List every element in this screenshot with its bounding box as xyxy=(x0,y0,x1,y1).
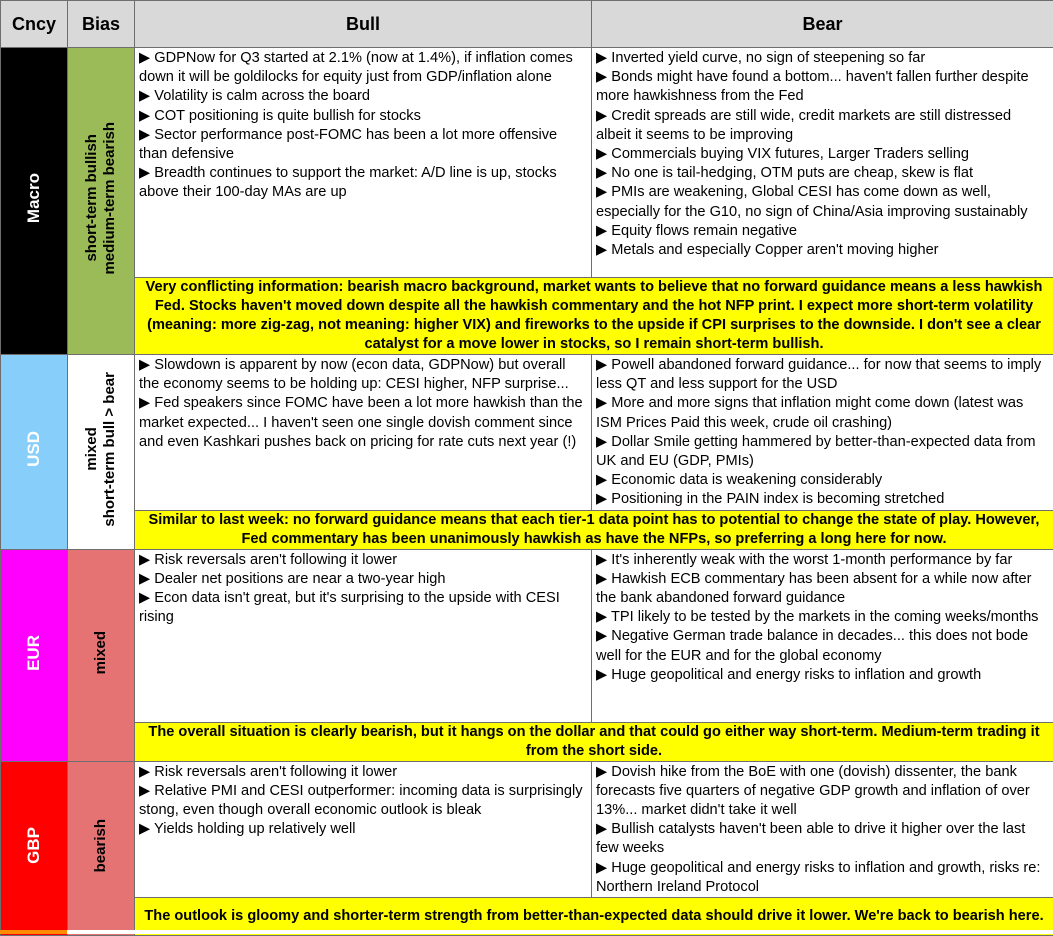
cncy-cell-macro xyxy=(1,48,68,355)
bull-point: ▶ Econ data isn't great, but it's surprising to the upside with CESI rising xyxy=(139,589,587,627)
bull-point: ▶ Relative PMI and CESI outperformer: incoming data is surprisingly stong, even though overall economic outlook is bleak xyxy=(139,782,587,820)
bear-point: ▶ It's inherently weak with the worst 1-month performance by far xyxy=(596,551,1049,570)
bear-point: ▶ Bullish catalysts haven't been able to drive it higher over the last few weeks xyxy=(596,820,1049,858)
bear-cell-macro xyxy=(592,48,1053,278)
cncy-cell-eur xyxy=(1,549,68,761)
bear-point: ▶ Dollar Smile getting hammered by better-than-expected data from UK and EU (GDP, PMIs) xyxy=(596,433,1049,471)
cncy-cell-usd xyxy=(1,355,68,550)
bias-cell-macro xyxy=(68,48,135,355)
bull-cell-gbp xyxy=(135,761,592,897)
header-row xyxy=(1,1,1053,48)
row-eur-summary xyxy=(1,722,1053,761)
bull-point: ▶ COT positioning is quite bullish for stocks xyxy=(139,107,587,126)
bear-cell-usd xyxy=(592,355,1053,511)
bear-point: ▶ Commercials buying VIX futures, Larger Traders selling xyxy=(596,145,1049,164)
bull-cell-macro xyxy=(135,48,592,278)
bull-cell-usd xyxy=(135,355,592,511)
bias-cell-gbp xyxy=(68,761,135,935)
bear-cell-eur xyxy=(592,549,1053,722)
bull-point: ▶ Sector performance post-FOMC has been a lot more offensive than defensive xyxy=(139,126,587,164)
bias-line: mixed xyxy=(83,372,101,527)
bull-point: ▶ Slowdown is apparent by now (econ data, GDPNow) but overall the economy seems to be holding up: CESI higher, NFP surprise... xyxy=(139,356,587,394)
bear-point: ▶ Credit spreads are still wide, credit markets are still distressed albeit it seems to be improving xyxy=(596,107,1049,145)
row-usd-points xyxy=(1,355,1053,511)
bear-point: ▶ Positioning in the PAIN index is becoming stretched xyxy=(596,490,1049,509)
bear-point: ▶ Metals and especially Copper aren't moving higher xyxy=(596,241,1049,260)
bull-point: ▶ Risk reversals aren't following it lower xyxy=(139,763,587,782)
bull-point: ▶ Yields holding up relatively well xyxy=(139,820,587,839)
bias-line: short-term bull > bear xyxy=(101,372,119,527)
row-macro-points xyxy=(1,48,1053,278)
bear-point: ▶ PMIs are weakening, Global CESI has come down as well, especially for the G10, no sign of China/Asia improving sustainably xyxy=(596,183,1049,221)
header-bias: Bias xyxy=(68,1,135,48)
next-row-bias-edge xyxy=(67,930,134,934)
header-bear: Bear xyxy=(592,1,1053,48)
bear-point: ▶ Hawkish ECB commentary has been absent for a while now after the bank abandoned forward guidance xyxy=(596,570,1049,608)
bear-point: ▶ Powell abandoned forward guidance... for now that seems to imply less QT and less support for the USD xyxy=(596,356,1049,394)
summary-gbp: The outlook is gloomy and shorter-term strength from better-than-expected data should drive it lower. We're back to bearish here. xyxy=(135,898,1053,936)
next-row-cncy-edge xyxy=(0,930,67,934)
row-gbp-points xyxy=(1,761,1053,897)
bear-point: ▶ Equity flows remain negative xyxy=(596,222,1049,241)
next-row-edge xyxy=(0,930,1053,934)
bull-point: ▶ Volatility is calm across the board xyxy=(139,87,587,106)
row-macro-summary xyxy=(1,278,1053,355)
bull-point: ▶ Fed speakers since FOMC have been a lot more hawkish than the market expected... I haven't seen one single dovish comment since and even Kashkari pushes back on pricing for rate cuts next year (!) xyxy=(139,394,587,452)
summary-eur: The overall situation is clearly bearish, but it hangs on the dollar and that could go either way short-term. Medium-term trading it from the short side. xyxy=(135,722,1053,761)
bull-point: ▶ Breadth continues to support the market: A/D line is up, stocks above their 100-day MAs are up xyxy=(139,164,587,202)
bear-point: ▶ Negative German trade balance in decades... this does not bode well for the EUR and for the global economy xyxy=(596,627,1049,665)
bear-cell-gbp xyxy=(592,761,1053,897)
bias-line: medium-term bearish xyxy=(101,122,119,275)
bias-line: bearish xyxy=(92,819,110,872)
summary-usd: Similar to last week: no forward guidance means that each tier-1 data point has to potential to change the state of play. However, Fed commentary has been unanimously hawkish as have the NFPs, so preferring a long here for now. xyxy=(135,510,1053,549)
cncy-label: Macro xyxy=(24,173,44,223)
bear-point: ▶ Dovish hike from the BoE with one (dovish) dissenter, the bank forecasts five quarters of negative GDP growth and inflation of over 13%... market didn't take it well xyxy=(596,763,1049,821)
cncy-label: USD xyxy=(24,431,44,467)
summary-macro: Very conflicting information: bearish macro background, market wants to believe that no forward guidance means a less hawkish Fed. Stocks haven't moved down despite all the hawkish commentary and the hot NFP print. I expect more short-term volatility (meaning: more zig-zag, not meaning: higher VIX) and fireworks to the upside if CPI surprises to the downside. I don't see a clear catalyst for a move lower in stocks, so I remain short-term bullish. xyxy=(135,278,1053,355)
bear-point: ▶ Economic data is weakening considerably xyxy=(596,471,1049,490)
bull-cell-eur xyxy=(135,549,592,722)
bear-point: ▶ TPI likely to be tested by the markets in the coming weeks/months xyxy=(596,608,1049,627)
next-row-body-edge xyxy=(134,930,1053,934)
bear-point: ▶ Huge geopolitical and energy risks to inflation and growth, risks re: Northern Ireland Protocol xyxy=(596,859,1049,897)
bull-point: ▶ Dealer net positions are near a two-year high xyxy=(139,570,587,589)
header-bull: Bull xyxy=(135,1,592,48)
bias-line: short-term bullish xyxy=(83,122,101,275)
bear-point: ▶ Inverted yield curve, no sign of steepening so far xyxy=(596,49,1049,68)
bias-cell-eur xyxy=(68,549,135,761)
bear-point: ▶ Huge geopolitical and energy risks to inflation and growth xyxy=(596,666,1049,685)
bull-point: ▶ Risk reversals aren't following it lower xyxy=(139,551,587,570)
cncy-label: GBP xyxy=(24,827,44,864)
cncy-cell-gbp xyxy=(1,761,68,935)
bias-line: mixed xyxy=(92,631,110,674)
bear-point: ▶ More and more signs that inflation might come down (latest was ISM Prices Paid this week, crude oil crashing) xyxy=(596,394,1049,432)
bull-point: ▶ GDPNow for Q3 started at 2.1% (now at 1.4%), if inflation comes down it will be goldilocks for equity just from GDP/inflation alone xyxy=(139,49,587,87)
bear-point: ▶ No one is tail-hedging, OTM puts are cheap, skew is flat xyxy=(596,164,1049,183)
row-eur-points xyxy=(1,549,1053,722)
bias-cell-usd xyxy=(68,355,135,550)
cncy-label: EUR xyxy=(24,635,44,671)
row-usd-summary xyxy=(1,510,1053,549)
bear-point: ▶ Bonds might have found a bottom... haven't fallen further despite more hawkishness from the Fed xyxy=(596,68,1049,106)
header-cncy: Cncy xyxy=(1,1,68,48)
